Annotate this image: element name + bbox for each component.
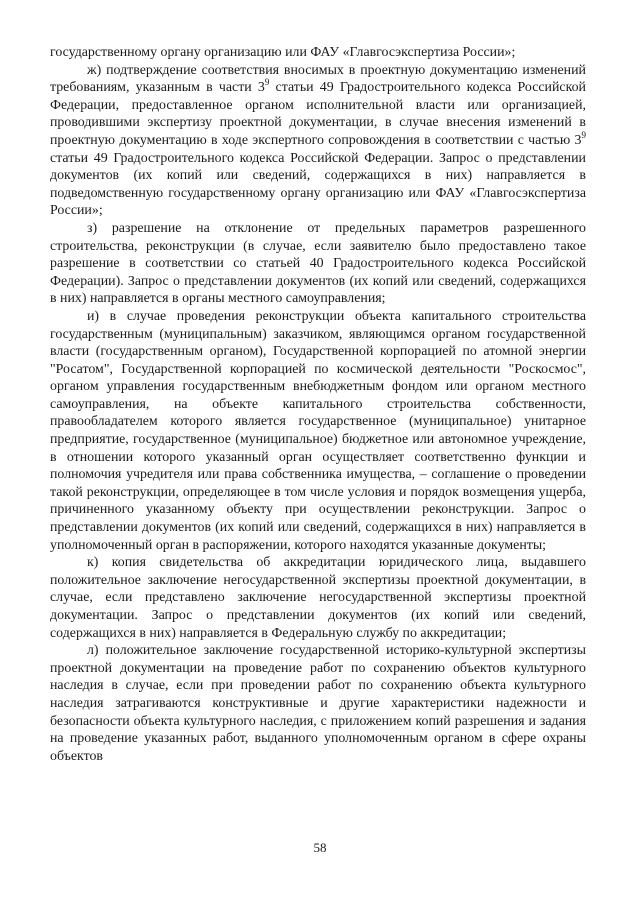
paragraph-k: к) копия свидетельства об аккредитации юридического лица, выдавшего положительное заключение негосударственной экспертизы проектной документации, в случае, если представлено заключение негосударственной экспертизы проектной документации. Запрос о представлении документов (их копий или сведений, содержащихся в них) направляется в Федеральную службу по аккредитации; — [50, 555, 586, 641]
paragraph-zh-text-1: ж) подтверждение соответствия вносимых в проектную документацию изменений требованиям, указанным в части 3 — [50, 62, 586, 96]
paragraph-zh-text-2: статьи 49 Градостроительного кодекса Российской Федерации, предоставленное органом исполнительной власти или организацией, проводившими экспертизу проектной документации, в случае внесения изменений в проектную документацию в ходе экспертного сопровождения в соответствии с частью 3 — [50, 80, 586, 148]
paragraph-z: з) разрешение на отклонение от предельных параметров разрешенного строительства, реконструкции (в случае, если заявителю было предоставлено такое разрешение в соответствии со статьей 40 Градостроительного кодекса Российской Федерации). Запрос о представлении документов (их копий или сведений, содержащихся в них) направляется в органы местного самоуправления; — [50, 220, 586, 307]
superscript-9-first: 9 — [264, 77, 270, 88]
page-number: 58 — [313, 840, 327, 855]
paragraph-zh-text-3: статьи 49 Градостроительного кодекса Российской Федерации. Запрос о представлении документов (их копий или сведений, содержащихся в них) направляется в подведомственную государственному органу организацию или ФАУ «Главгосэкспертиза России»; — [50, 150, 586, 219]
document-page — [50, 44, 586, 765]
superscript-9-second: 9 — [581, 129, 586, 140]
paragraph-i: и) в случае проведения реконструкции объекта капитального строительства государственным (муниципальным) заказчиком, являющимся органом государственной власти (государственным органом), Государственной корпорацией по атомной энергии "Росатом", Государственной корпорацией по космической деятельности "Роскосмос", органом управления государственным внебюджетным фондом или органом местного самоуправления, на объекте капитального строительства собственности, правообладателем которого является государственное (муниципальное) унитарное предприятие, государственное (муниципальное) бюджетное или автономное учреждение, в отношении которого указанный орган осуществляет соответственно функции и полномочия учредителя или права собственника имущества, – соглашение о проведении такой реконструкции, определяющее в том числе условия и порядок возмещения ущерба, причиненного указанному объекту при осуществлении реконструкции. Запрос о представлении документов (их копий или сведений, содержащихся в них) направляется в уполномоченный орган в распоряжении, которого находятся указанные документы; — [50, 308, 586, 553]
paragraph-zh — [50, 62, 586, 220]
paragraph-continuation: государственному органу организацию или ФАУ «Главгосэкспертиза России»; — [50, 45, 516, 60]
paragraph-l: л) положительное заключение государственной историко-культурной экспертизы проектной документации на проведение работ по сохранению объектов культурного наследия в случае, если при проведении работ по сохранению объекта культурного наследия затрагиваются конструктивные и другие характеристики надежности и безопасности объекта культурного наследия, с приложением копий разрешения и задания на проведение указанных работ, выданного уполномоченным органом в сфере охраны объектов — [50, 643, 586, 764]
